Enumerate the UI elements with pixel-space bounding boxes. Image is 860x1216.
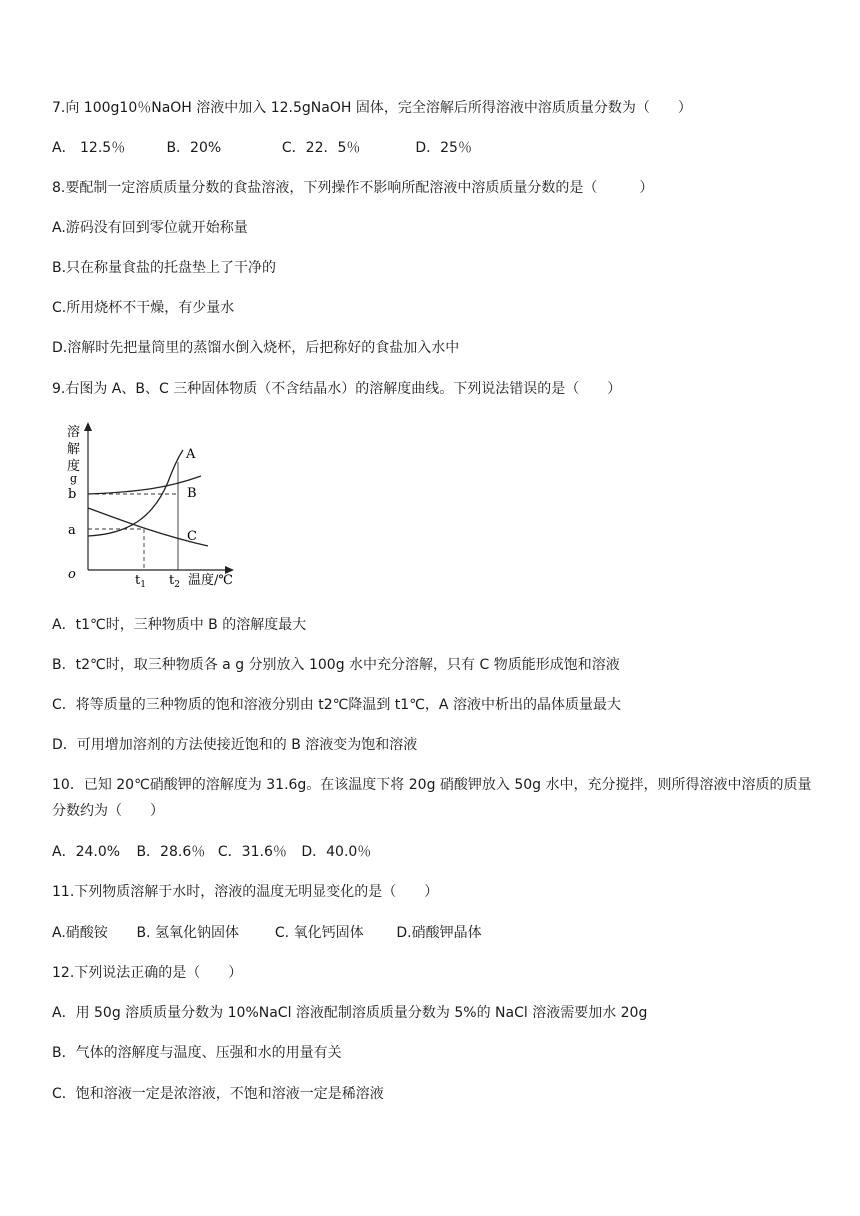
x-tick-t1-main: t: [135, 573, 141, 588]
q9-option-a: A．t1℃时，三种物质中 B 的溶解度最大: [52, 617, 307, 633]
q8-option-c: C.所用烧杯不干燥，有少量水: [52, 300, 235, 316]
y-title-unit: g: [70, 472, 78, 485]
q12-stem: 12.下列说法正确的是（ ）: [52, 965, 243, 981]
q10-option-d: D．40.0％: [301, 844, 372, 860]
q11-option-d: D.硝酸钾晶体: [396, 925, 482, 941]
x-tick-t2: [169, 573, 180, 590]
y-axis-arrow: [84, 422, 92, 431]
y-tick-a: a: [68, 523, 76, 538]
q8-stem: 8.要配制一定溶质质量分数的食盐溶液，下列操作不影响所配溶液中溶质质量分数的是（ ）: [52, 180, 654, 196]
q12-option-b: B．气体的溶解度与温度、压强和水的用量有关: [52, 1045, 342, 1061]
x-tick-t2-sub: 2: [174, 580, 180, 590]
q10-option-a: A．24.0%: [52, 844, 121, 860]
q7-options: [52, 138, 820, 158]
q12-option-a: A．用 50g 溶质质量分数为 10%NaCl 溶液配制溶质质量分数为 5%的 NaCl 溶液需要加水 20g: [52, 1005, 648, 1021]
x-tick-t1: [135, 573, 146, 590]
q8-option-b: B.只在称量食盐的托盘垫上了干净的: [52, 260, 277, 276]
q7-option-c: C．22．5％: [281, 140, 361, 156]
q11-option-b: B. 氢氧化钠固体: [136, 925, 239, 941]
q10-option-c: C．31.6％: [217, 844, 287, 860]
q10-option-b: B．28.6％: [136, 844, 206, 860]
curve-label-b: B: [187, 486, 197, 501]
solubility-curve-graph: [58, 418, 248, 590]
curve-label-c: C: [187, 529, 197, 544]
x-axis-title: 温度/℃: [188, 573, 233, 588]
curve-b: [88, 476, 201, 494]
origin-label: o: [68, 567, 76, 582]
q11-option-a: A.硝酸铵: [52, 925, 108, 941]
x-tick-t2-main: t: [169, 573, 175, 588]
y-title-char-1: 溶: [67, 425, 81, 440]
q10-options: [52, 842, 820, 862]
curve-label-a: A: [186, 447, 196, 462]
q7-option-b: B．20%: [166, 140, 222, 156]
q10-stem: 10．已知 20℃硝酸钾的溶解度为 31.6g。在该温度下将 20g 硝酸钾放入 50g 水中，充分搅拌，则所得溶液中溶质的质量分数约为（ ）: [52, 777, 812, 819]
q11-options: [52, 923, 820, 943]
q11-stem: 11.下列物质溶解于水时，溶液的温度无明显变化的是（ ）: [52, 884, 439, 900]
q7-option-d: D．25％: [415, 140, 472, 156]
q7-stem: 7.向 100g10％NaOH 溶液中加入 12.5gNaOH 固体，完全溶解后所得溶液中溶质质量分数为（ ）: [52, 100, 692, 116]
y-title-char-2: 解: [67, 442, 81, 457]
q9-option-c: C．将等质量的三种物质的饱和溶液分别由 t2℃降温到 t1℃，A 溶液中析出的晶体质量最大: [52, 697, 621, 713]
q9-stem: 9.右图为 A、B、C 三种固体物质（不含结晶水）的溶解度曲线。下列说法错误的是（ ）: [52, 381, 622, 397]
y-tick-b: b: [68, 487, 77, 502]
q12-option-c: C．饱和溶液一定是浓溶液，不饱和溶液一定是稀溶液: [52, 1086, 384, 1102]
y-title-char-3: 度: [67, 459, 81, 474]
q8-option-a: A.游码没有回到零位就开始称量: [52, 220, 248, 236]
q11-option-c: C. 氧化钙固体: [274, 925, 364, 941]
q8-option-d: D.溶解时先把量筒里的蒸馏水倒入烧杯，后把称好的食盐加入水中: [52, 340, 460, 356]
q7-option-a: A． 12.5％: [52, 140, 126, 156]
q9-option-b: B．t2℃时，取三种物质各 a g 分别放入 100g 水中充分溶解，只有 C 物质能形成饱和溶液: [52, 657, 620, 673]
q9-option-d: D．可用增加溶剂的方法使接近饱和的 B 溶液变为饱和溶液: [52, 737, 418, 753]
x-tick-t1-sub: 1: [140, 580, 146, 590]
